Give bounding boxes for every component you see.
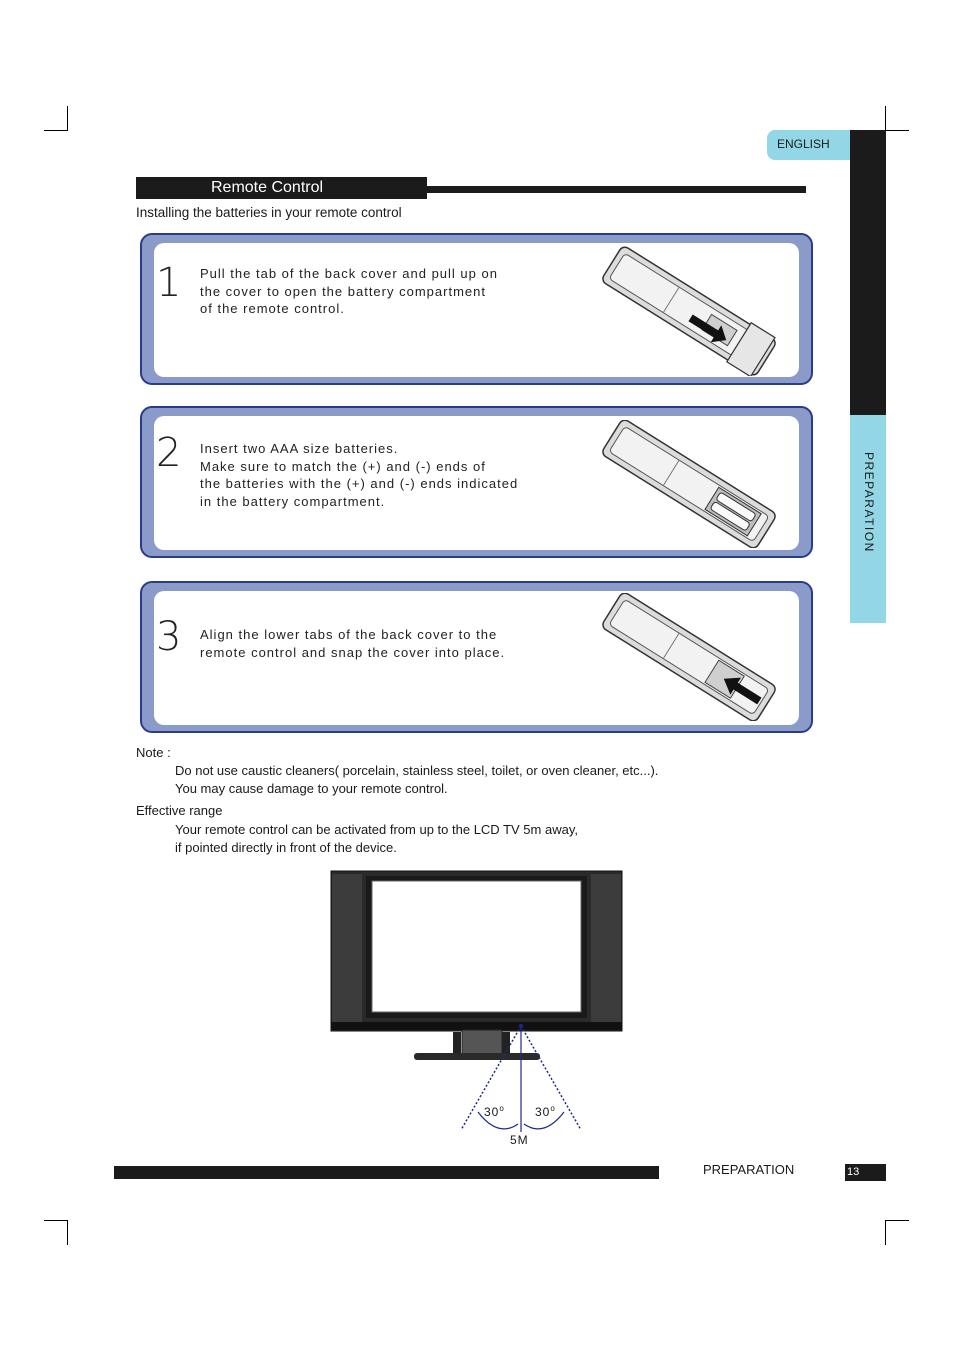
range-text: Your remote control can be activated from up to the LCD TV 5m away,: [175, 822, 578, 837]
section-subtitle: Installing the batteries in your remote control: [136, 205, 402, 220]
remote-back-cover-open-illustration: [598, 246, 780, 376]
crop-mark: [885, 130, 909, 131]
angle-label-left: [484, 1104, 505, 1119]
side-tab-dark: [850, 130, 886, 415]
step-number: 2: [156, 430, 182, 476]
angle-value: 30: [484, 1105, 500, 1119]
crop-mark: [44, 130, 68, 131]
distance-label: 5M: [510, 1133, 529, 1147]
note-label: Note :: [136, 745, 171, 760]
footer-section-label: PREPARATION: [703, 1162, 795, 1177]
step-text: Align the lower tabs of the back cover to the remote control and snap the cover into place.: [200, 627, 506, 660]
step-text: Pull the tab of the back cover and pull up on the cover to open the battery compartment of the remote control.: [200, 266, 498, 316]
page-number: 13: [847, 1166, 860, 1178]
step-number: 1: [156, 260, 182, 306]
degree-symbol: o: [499, 1104, 505, 1113]
tv-remote-range-diagram: [330, 870, 624, 1140]
remote-batteries-illustration: [598, 420, 780, 548]
crop-mark: [885, 1220, 886, 1245]
side-label: PREPARATION: [862, 452, 876, 553]
step-number: 3: [156, 614, 182, 660]
section-title: Remote Control: [211, 179, 324, 196]
language-label: ENGLISH: [777, 137, 830, 151]
range-text: if pointed directly in front of the device.: [175, 840, 397, 855]
crop-mark: [44, 1220, 68, 1221]
note-text: You may cause damage to your remote control.: [175, 781, 448, 796]
crop-mark: [67, 1220, 68, 1245]
crop-mark: [885, 106, 886, 131]
remote-cover-close-illustration: [598, 593, 780, 721]
angle-value: 30: [535, 1105, 551, 1119]
crop-mark: [885, 1220, 909, 1221]
footer-bar: [114, 1166, 659, 1179]
range-label: Effective range: [136, 803, 223, 818]
crop-mark: [67, 106, 68, 131]
angle-label-right: [535, 1104, 556, 1119]
section-rule: [427, 186, 806, 193]
degree-symbol: o: [550, 1104, 556, 1113]
step-text: Insert two AAA size batteries. Make sure to match the (+) and (-) ends of the batteries with the (+) and (-) ends indicated in the battery compartment.: [200, 441, 519, 509]
note-text: Do not use caustic cleaners( porcelain, stainless steel, toilet, or oven cleaner, etc...).: [175, 763, 659, 778]
